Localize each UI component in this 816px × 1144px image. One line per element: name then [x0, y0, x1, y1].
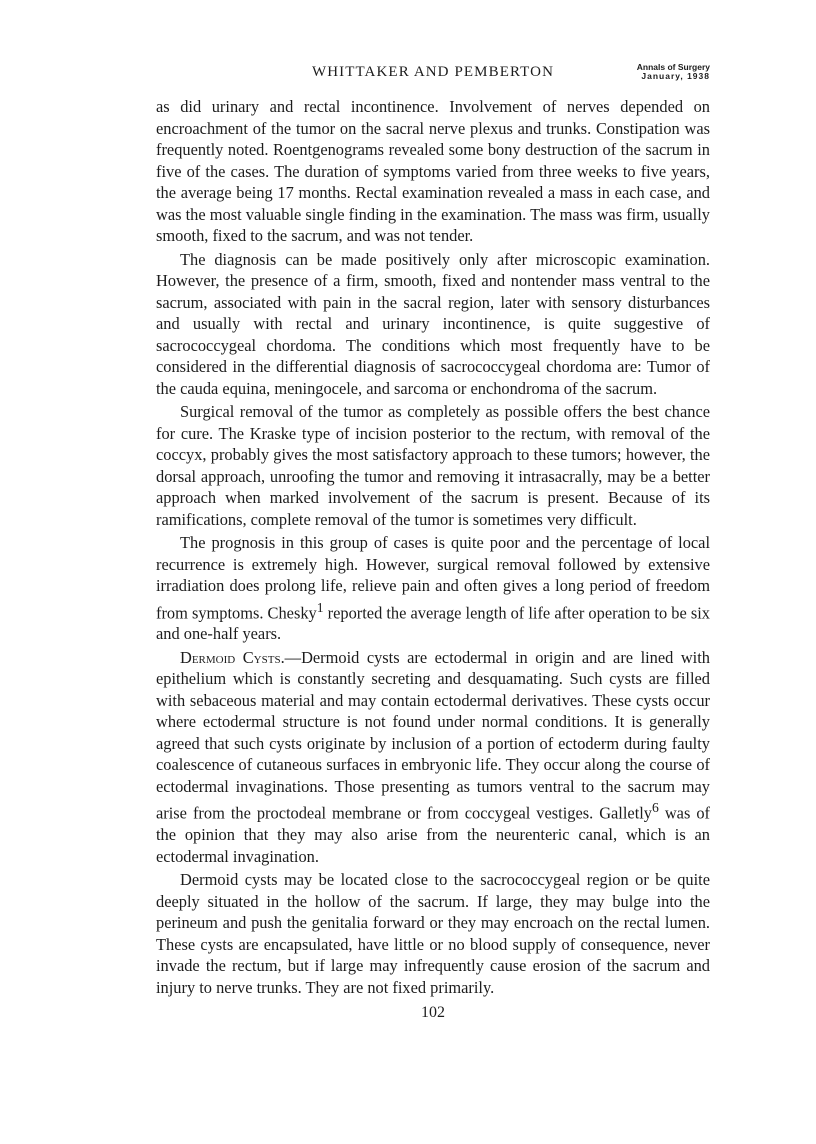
dermoid-text-after: was of the opinion that they may also arise from the neurenteric canal, which is an ectodermal invagination.	[156, 803, 710, 866]
paragraph-prognosis	[156, 532, 710, 645]
prognosis-text-after: reported the average length of life after operation to be six and one-half years.	[156, 602, 710, 644]
running-title: WHITTAKER AND PEMBERTON	[311, 64, 555, 80]
page-number: 102	[421, 1004, 445, 1022]
journal-name: Annals of Surgery	[636, 62, 710, 72]
journal-citation	[637, 63, 710, 81]
journal-page	[156, 62, 710, 1022]
prognosis-text-before: The prognosis in this group of cases is quite poor and the percentage of local recurrence is extremely high. However, surgical removal followed by extensive irradiation does prolong life, relieve pain and often gives a long period of freedom from symptoms. Chesky	[156, 533, 710, 622]
running-head	[156, 62, 710, 96]
reference-marker: 1	[316, 599, 324, 615]
paragraph-diagnosis: The diagnosis can be made positively only after microscopic examination. However, the presence of a firm, smooth, fixed and nontender mass ventral to the sacrum, associated with pain in the sacral region, later with sensory disturbances and usually with rectal and urinary incontinence, is quite suggestive of sacrococcygeal chordoma. The conditions which most frequently have to be considered in the differential diagnosis of sacrococcygeal chordoma are: Tumor of the cauda equina, meningocele, and sarcoma or enchondroma of the sacrum.	[156, 249, 710, 398]
article-body	[156, 96, 710, 998]
reference-marker: 6	[652, 800, 659, 816]
paragraph-surgical-removal: Surgical removal of the tumor as completely as possible offers the best chance for cure. The Kraske type of incision posterior to the rectum, with removal of the coccyx, probably gives the most satisfactory approach to these tumors; however, the dorsal approach, unroofing the tumor and removing it intrasacrally, may be a better approach when marked involvement of the sacrum is present. Because of its ramifications, complete removal of the tumor is sometimes very difficult.	[156, 402, 710, 529]
paragraph-symptoms-continued: as did urinary and rectal incontinence. Involvement of nerves depended on encroachment of the tumor on the sacral nerve plexus and trunks. Constipation was frequently noted. Roentgenograms revealed some bony destruction of the sacrum in five of the cases. The duration of symptoms varied from three weeks to five years, the average being 17 months. Rectal examination revealed a mass in each case, and was the most valuable single finding in the examination. The mass was firm, usually smooth, fixed to the sacrum, and was not tender.	[156, 97, 710, 245]
paragraph-dermoid-location: Dermoid cysts may be located close to the sacrococcygeal region or be quite deeply situated in the hollow of the sacrum. If large, they may bulge into the perineum and push the genitalia forward or they may encroach on the rectal lumen. These cysts are encapsulated, have little or no blood supply of consequence, never invade the rectum, but if large may infrequently cause erosion of the sacrum and injury to nerve trunks. They are not fixed primarily.	[156, 870, 710, 997]
dermoid-text-before: —Dermoid cysts are ectodermal in origin and are lined with epithelium which is constantly secreting and desquamating. Such cysts are filled with sebaceous material and may contain ectodermal derivatives. These cysts occur where ectodermal structure is not found under normal conditions. It is generally agreed that such cysts originate by inclusion of a portion of ectoderm during faulty coalescence of cutaneous surfaces in embryonic life. They occur along the course of ectodermal invaginations. Those presenting as tumors ventral to the sacrum may arise from the proctodeal membrane or from coccygeal vestiges. Galletly	[156, 647, 710, 823]
journal-date: January, 1938	[641, 71, 710, 81]
paragraph-dermoid-cysts	[156, 647, 710, 867]
section-heading-dermoid-cysts: Dermoid Cysts.	[180, 647, 285, 667]
